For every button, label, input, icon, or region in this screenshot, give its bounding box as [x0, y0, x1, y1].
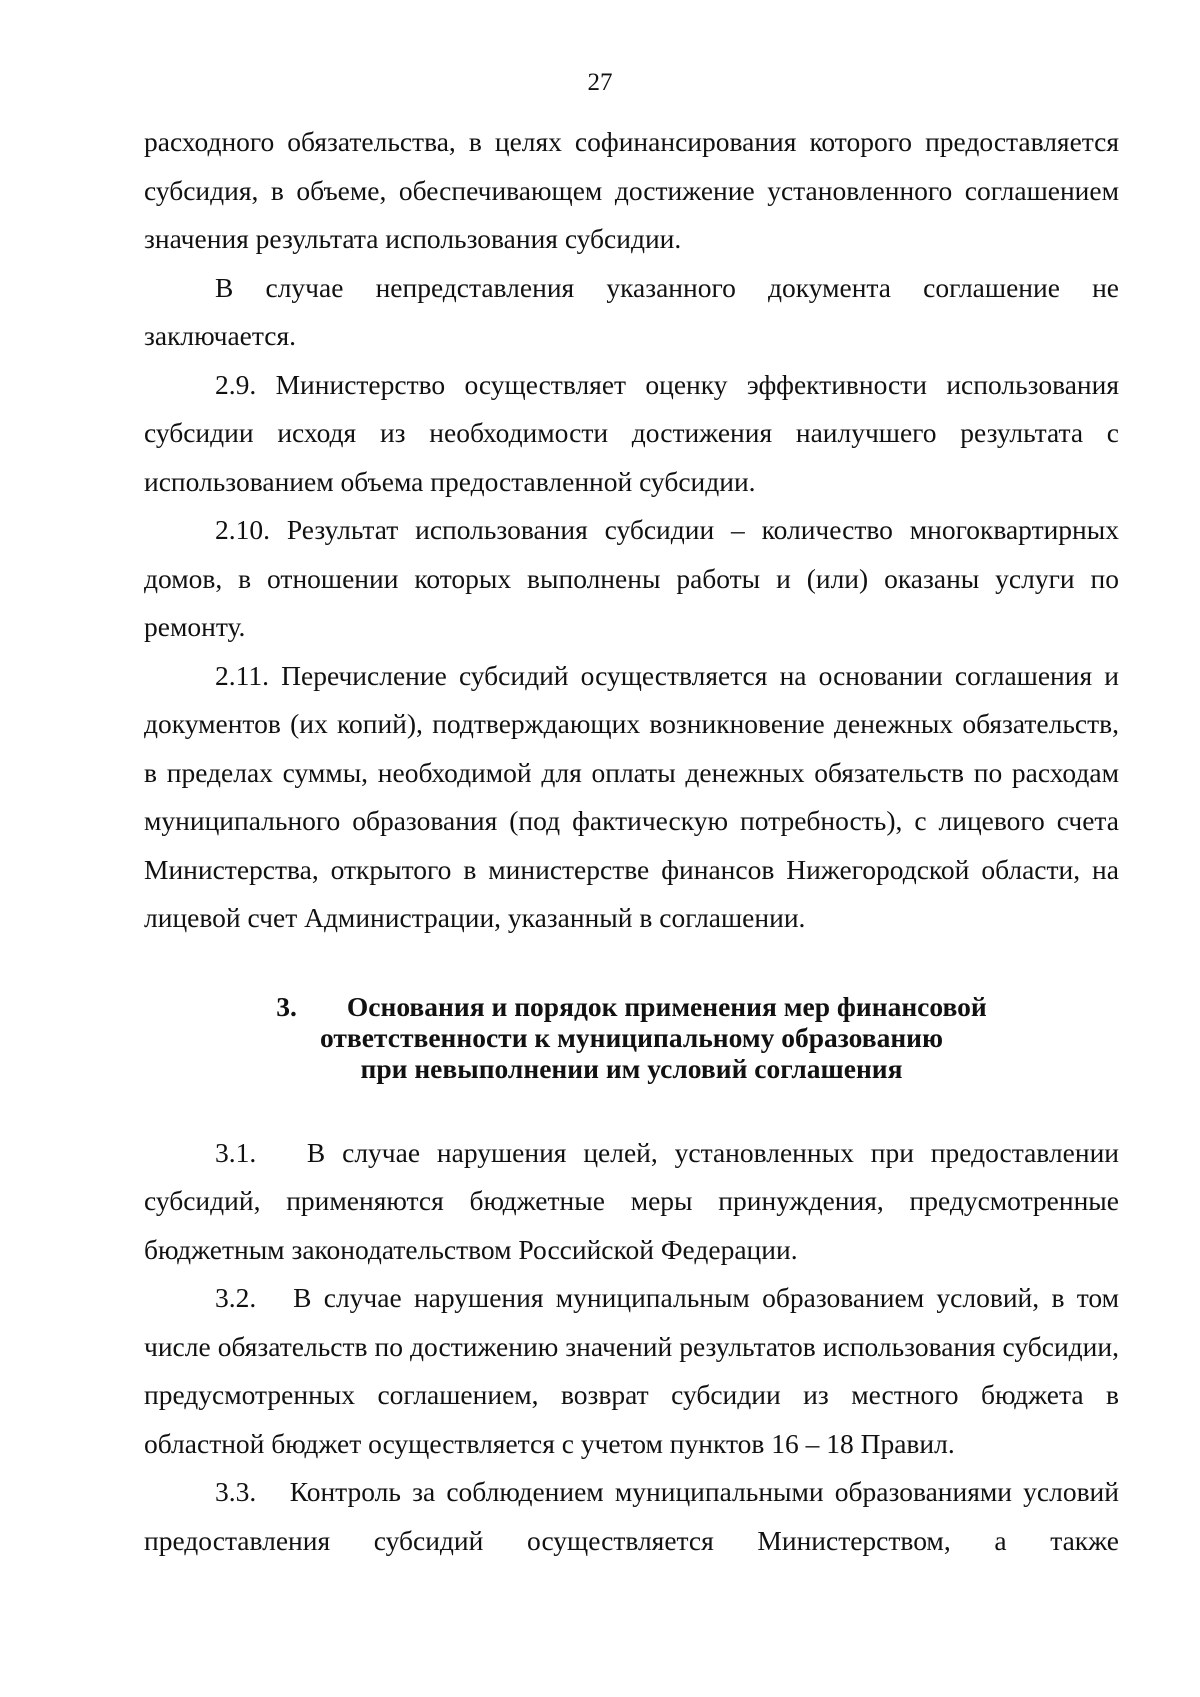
document-body — [144, 118, 1126, 1565]
section-3-title-line2: ответственности к муниципальному образованию — [319, 1021, 944, 1053]
paragraph-2-9: 2.9. Министерство осуществляет оценку эффективности использования субсидии исходя из необходимости достижения наилучшего результата с использованием объема предоставленной субсидии. — [144, 368, 1119, 497]
paragraph-3-2: 3.2. В случае нарушения муниципальным образованием условий, в том числе обязательств по достижению значений результатов использования субсидии, предусмотренных соглашением, возврат субсидии из местного бюджета в областной бюджет осуществляется с учетом пунктов 16 – 18 Правил. — [144, 1282, 1126, 1459]
page-number: 27 — [587, 69, 613, 96]
section-3-heading-line1 — [144, 991, 1119, 1022]
section-3-title-line3: при невыполнении им условий соглашения — [360, 1052, 903, 1084]
section-3-title-line1: Основания и порядок применения мер финансовой — [346, 990, 987, 1022]
paragraph-no-document: В случае непредставления указанного документа соглашение не заключается. — [144, 271, 1119, 351]
paragraph-2-11: 2.11. Перечисление субсидий осуществляется на основании соглашения и документов (их копий), подтверждающих возникновение денежных обязательств, в пределах суммы, необходимой для оплаты денежных обязательств по расходам муниципального образования (под фактическую потребность), с лицевого счета Министерства, открытого в министерстве финансов Нижегородской области, на лицевой счет Администрации, указанный в соглашении. — [144, 659, 1119, 933]
section-3-heading — [144, 991, 1119, 1084]
paragraph-3-3: 3.3. Контроль за соблюдением муниципальными образованиями условий предоставления субсидий осуществляется Министерством, а также — [144, 1476, 1126, 1556]
paragraph-2-10: 2.10. Результат использования субсидии – количество многоквартирных домов, в отношении которых выполнены работы и (или) оказаны услуги по ремонту. — [144, 514, 1119, 642]
section-3-number: 3. — [276, 990, 297, 1022]
paragraph-continuation: расходного обязательства, в целях софинансирования которого предоставляется субсидия, в объеме, обеспечивающем достижение установленного соглашением значения результата использования субсидии. — [144, 126, 1119, 254]
paragraph-3-1: 3.1. В случае нарушения целей, установленных при предоставлении субсидий, применяются бюджетные меры принуждения, предусмотренные бюджетным законодательством Российской Федерации. — [144, 1136, 1126, 1265]
